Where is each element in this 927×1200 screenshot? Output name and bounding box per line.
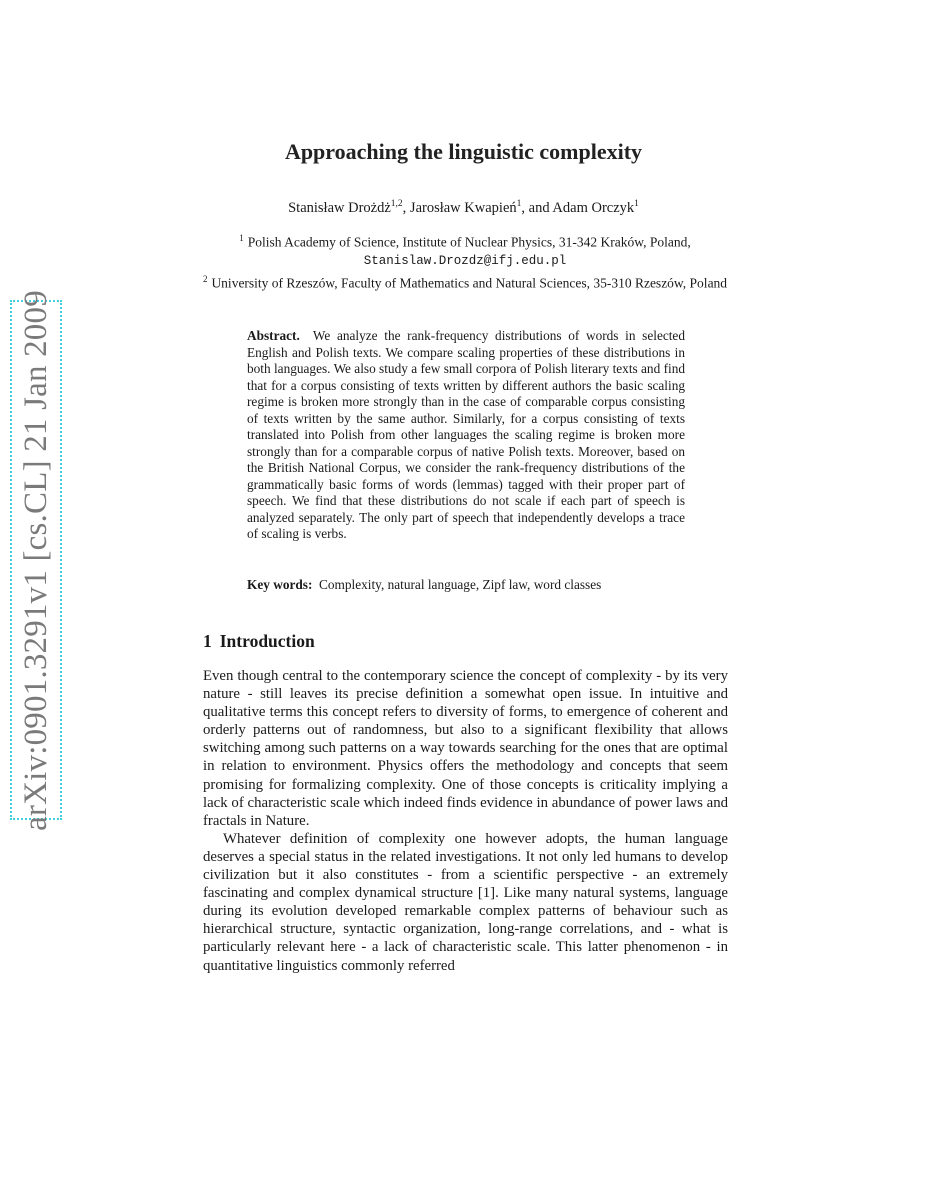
author-name: Adam Orczyk [552, 199, 635, 216]
author-name: Jarosław Kwapień [409, 199, 517, 216]
affiliation-text: Polish Academy of Science, Institute of Nuclear Physics, 31-342 Kraków, Poland, [247, 234, 691, 250]
section-number: 1 [203, 631, 212, 651]
arxiv-stamp [10, 289, 62, 831]
affiliation-number: 1 [239, 233, 244, 243]
keywords-text: Complexity, natural language, Zipf law, word classes [319, 577, 602, 592]
author-separator: , [402, 199, 410, 216]
section-title: Introduction [219, 631, 315, 651]
affiliation-1 [195, 230, 735, 251]
arxiv-identifier: arXiv:0901.3291v1 [cs.CL] 21 Jan 2009 [17, 289, 54, 831]
section-body [203, 667, 728, 975]
author-affiliation-mark: 1 [516, 199, 522, 209]
affiliation-2 [195, 271, 735, 292]
abstract-label: Abstract. [247, 328, 300, 343]
author-separator: , and [521, 199, 553, 216]
affiliation-number: 2 [202, 273, 208, 284]
affiliations [195, 230, 735, 292]
paragraph: Even though central to the contemporary science the concept of complexity - by its very nature - still leaves its precise definition a somewhat open issue. In intuitive and qualitative terms this concept refers to diversity of forms, to emergence of coherent and orderly patterns out of randomness, but also to a significant flexibility that allows switching among such patterns on a way towards searching for the ones that are optimal in relation to environment. Physics offers the methodology and concepts that seem promising for formalizing complexity. One of those concepts is criticality implying a lack of characteristic scale which indeed finds evidence in abundance of power laws and fractals in Nature. [203, 668, 728, 829]
author-affiliation-mark: 1 [634, 199, 639, 209]
section-heading [203, 631, 315, 652]
keywords-label: Key words: [247, 577, 313, 592]
abstract-text: We analyze the rank-frequency distributions of words in selected English and Polish texts. We compare scaling properties of these distributions in both languages. We also study a few small corpora of Polish literary texts and find that for a corpus consisting of texts written by different authors the basic scaling regime is broken more strongly than in the case of comparable corpus consisting of texts written by the same author. Similarly, for a corpus consisting of texts translated into Polish from other languages the scaling regime is broken more strongly than for a comparable corpus of native Polish texts. Moreover, based on the British National Corpus, we consider the rank-frequency distributions of the grammatically basic forms of words (lemmas) tagged with their proper part of speech. We find that these distributions do not scale if each part of speech is analyzed separately. The only part of speech that independently develops a trace of scaling is verbs. [247, 328, 685, 541]
author-email[interactable]: Stanislaw.Drozdz@ifj.edu.pl [363, 254, 567, 268]
keywords [247, 577, 727, 593]
author-affiliation-mark: 1,2 [390, 199, 403, 209]
author-name: Stanisław Drożdż [288, 199, 391, 216]
abstract [247, 328, 685, 543]
paper-title: Approaching the linguistic complexity [284, 139, 643, 164]
affiliation-text: University of Rzeszów, Faculty of Mathematics and Natural Sciences, 35-310 Rzeszów, Poland [211, 275, 728, 290]
paragraph: Whatever definition of complexity one however adopts, the human language deserves a special status in the related investigations. It not only led humans to develop civilization but it also constitutes - from a scientific perspective - an extremely fascinating and complex dynamical structure [1]. Like many natural systems, language during its evolution developed remarkable complex patterns of behaviour such as hierarchical structure, syntactic organization, long-range correlations, and - what is particularly relevant here - a lack of characteristic scale. This latter phenomenon - in quantitative linguistics commonly referred [203, 830, 728, 974]
author-list [0, 199, 927, 217]
